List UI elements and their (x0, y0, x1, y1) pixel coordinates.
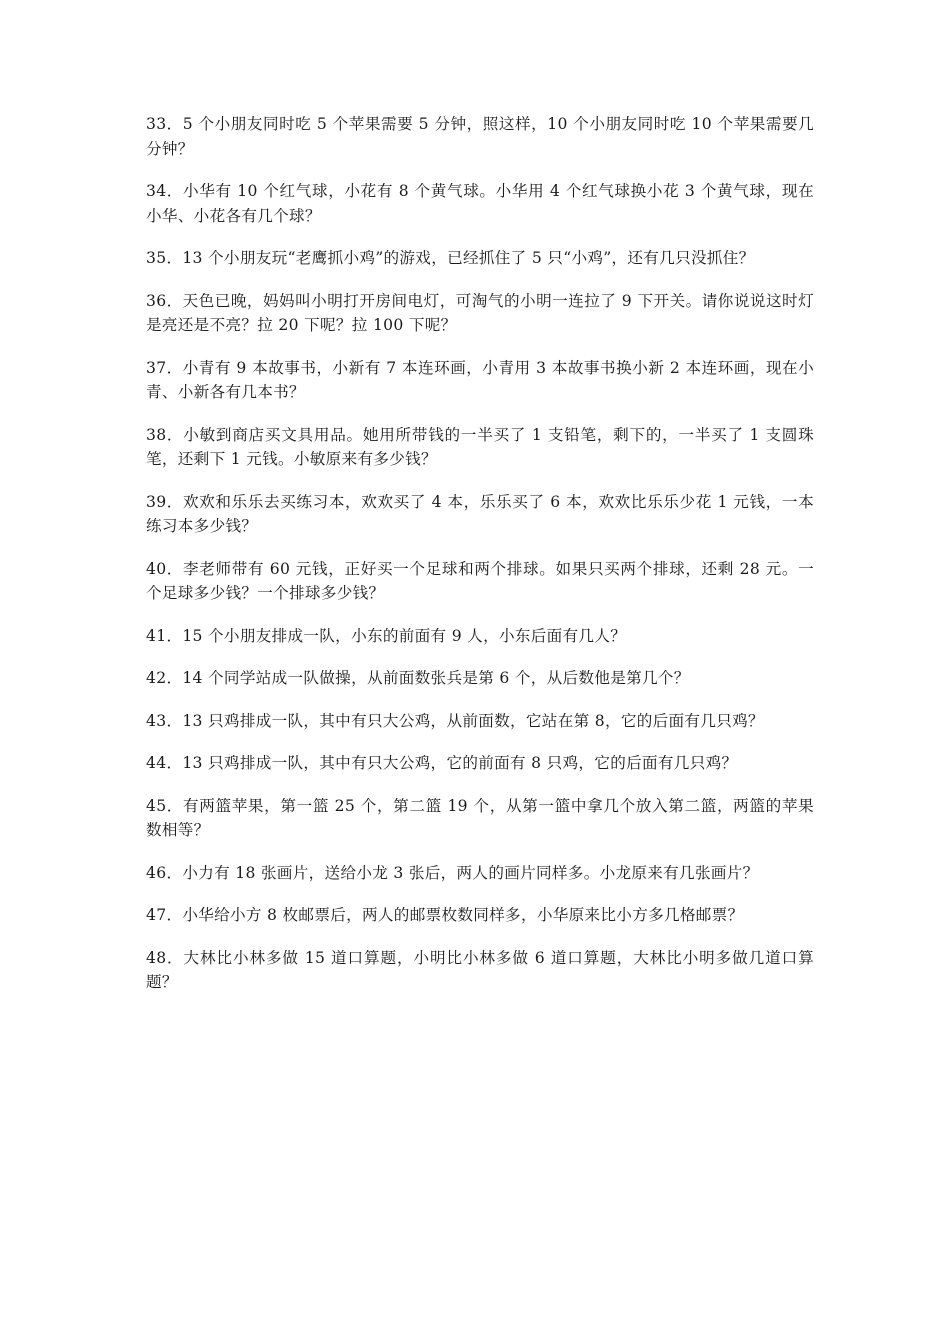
question-47: 47．小华给小方 8 枚邮票后，两人的邮票枚数同样多，小华原来比小方多几格邮票？ (146, 906, 744, 924)
question-38: 38．小敏到商店买文具用品。她用所带钱的一半买了 1 支铅笔，剩下的，一半买了 1 支圆珠笔，还剩下 1 元钱。小敏原来有多少钱？ (146, 425, 814, 468)
question-37: 37．小青有 9 本故事书，小新有 7 本连环画，小青用 3 本故事书换小新 2 本连环画，现在小青、小新各有几本书？ (146, 358, 814, 401)
question-33: 33．5 个小朋友同时吃 5 个苹果需要 5 分钟，照这样，10 个小朋友同时吃 10 个苹果需要几分钟？ (146, 115, 814, 158)
question-42: 42．14 个同学站成一队做操，从前面数张兵是第 6 个，从后数他是第几个？ (146, 669, 690, 687)
question-39: 39．欢欢和乐乐去买练习本，欢欢买了 4 本，乐乐买了 6 本，欢欢比乐乐少花 1 元钱，一本练习本多少钱？ (146, 492, 814, 535)
question-35: 35．13 个小朋友玩“老鹰抓小鸡”的游戏，已经抓住了 5 只“小鸡”，还有几只没抓住？ (146, 249, 755, 267)
question-40: 40．李老师带有 60 元钱，正好买一个足球和两个排球。如果只买两个排球，还剩 28 元。一个足球多少钱？一个排球多少钱？ (146, 559, 814, 602)
question-list (146, 112, 814, 1013)
question-34: 34．小华有 10 个红气球，小花有 8 个黄气球。小华用 4 个红气球换小花 3 个黄气球，现在小华、小花各有几个球？ (146, 182, 814, 225)
question-45: 45．有两篮苹果，第一篮 25 个，第二篮 19 个，从第一篮中拿几个放入第二篮，两篮的苹果数相等？ (146, 796, 814, 839)
question-36: 36．天色已晚，妈妈叫小明打开房间电灯，可淘气的小明一连拉了 9 下开关。请你说说这时灯是亮还是不亮？拉 20 下呢？拉 100 下呢？ (146, 291, 814, 334)
question-41: 41．15 个小朋友排成一队，小东的前面有 9 人，小东后面有几人？ (146, 626, 627, 645)
question-48: 48．大林比小林多做 15 道口算题，小明比小林多做 6 道口算题，大林比小明多做几道口算题？ (146, 948, 814, 991)
question-46: 46．小力有 18 张画片，送给小龙 3 张后，两人的画片同样多。小龙原来有几张画片？ (146, 863, 759, 882)
question-43: 43．13 只鸡排成一队，其中有只大公鸡，从前面数，它站在第 8，它的后面有几只鸡？ (146, 711, 764, 730)
question-44: 44．13 只鸡排成一队，其中有只大公鸡，它的前面有 8 只鸡，它的后面有几只鸡？ (146, 754, 738, 772)
